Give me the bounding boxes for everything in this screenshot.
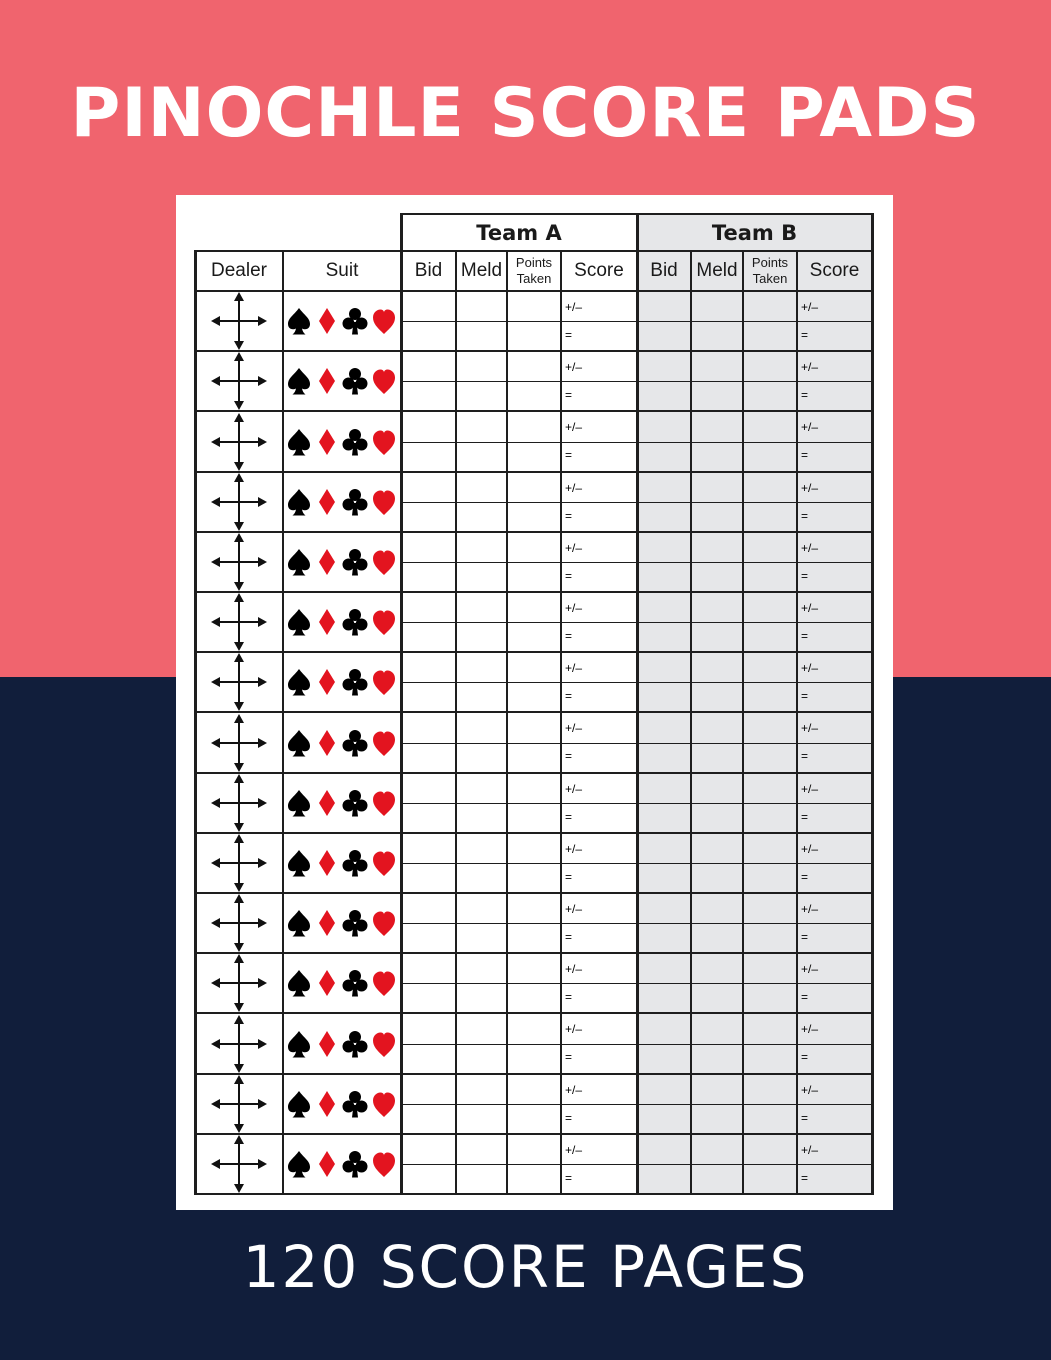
column-line [796,250,798,1195]
club-icon [343,730,368,757]
column-header [637,251,691,291]
suit-icons [287,1148,397,1180]
club-icon [343,1091,368,1118]
row-separator-line [195,1193,873,1195]
suit-icons [287,727,397,759]
four-direction-arrow-icon [211,833,267,893]
dealer-cell [211,652,267,712]
heart-icon [373,490,395,515]
column-line [871,213,874,1195]
four-direction-arrow-icon [211,713,267,773]
suit-icons [287,606,397,638]
score-change-label: +/– [801,300,819,314]
cover-title: PINOCHLE SCORE PADS [70,74,981,153]
score-total-label: = [565,869,573,884]
team-b-shade [637,214,872,1194]
club-icon [343,910,368,937]
column-header-label: Points Taken [751,255,789,286]
score-change-label: +/– [565,841,583,856]
dealer-cell [211,833,267,893]
row-separator-line [195,832,873,834]
diamond-icon [319,730,335,756]
score-total-label: = [565,1110,573,1125]
score-total-label: = [801,869,809,884]
spade-icon [288,429,310,456]
spade-icon [288,910,310,937]
score-sheet [176,195,893,1210]
heart-icon [373,430,395,455]
heart-icon [373,611,395,636]
score-total-label: = [565,930,573,944]
heart-icon [373,972,395,997]
score-change-label: +/– [565,601,583,615]
score-change-label: +/– [801,781,819,796]
heart-icon [373,731,395,756]
score-total-label: = [565,689,573,704]
club-icon [343,489,368,516]
column-header-label: Bid [414,260,443,281]
suit-cell [287,365,397,397]
spade-icon [288,850,310,877]
column-header [743,251,797,291]
diamond-icon [319,970,335,996]
row-separator-line [195,531,873,533]
team-title-label: Team B [711,220,798,245]
suit-cell [287,1028,397,1060]
score-total-label: = [801,1170,809,1185]
score-total-label: = [801,328,809,342]
suit-cell [287,1148,397,1180]
score-change-label: +/– [565,300,583,314]
column-line [282,250,284,1195]
column-header-label: Bid [650,260,678,281]
four-direction-arrow-icon [211,1134,267,1194]
column-header [561,251,637,291]
four-direction-arrow-icon [211,351,267,411]
four-direction-arrow-icon [211,773,267,833]
score-change-label: +/– [565,1142,583,1157]
score-total-label: = [565,448,573,463]
column-header [797,251,872,291]
diamond-icon [319,308,335,334]
heart-icon [373,1152,395,1177]
spade-icon [288,1151,310,1178]
score-total-label: = [565,809,573,824]
heart-icon [373,912,395,937]
four-direction-arrow-icon [211,472,267,532]
suit-icons [287,967,397,999]
score-total-label: = [801,1110,809,1125]
club-icon [343,368,368,395]
row-separator-line [195,471,873,473]
dealer-cell [211,953,267,1013]
suit-cell [287,847,397,879]
club-icon [343,970,368,997]
score-change-label: +/– [801,420,819,435]
column-header [456,251,507,291]
row-separator-line [195,651,873,653]
score-change-label: +/– [565,962,583,977]
header-line [195,250,873,252]
spade-icon [288,790,310,817]
score-total-label: = [801,809,809,824]
suit-cell [287,426,397,458]
suit-icons [287,546,397,578]
suit-icons [287,426,397,458]
score-change-label: +/– [801,1022,819,1037]
dealer-cell [211,291,267,351]
spade-icon [288,669,310,696]
dealer-cell [211,412,267,472]
row-separator-line [195,1073,873,1075]
suit-cell [287,907,397,939]
score-total-label: = [565,1170,573,1185]
heart-icon [373,550,395,575]
row-separator-line [195,892,873,894]
column-header [507,251,561,291]
score-total-label: = [801,930,809,944]
diamond-icon [319,910,335,936]
suit-cell [287,727,397,759]
diamond-icon [319,1151,335,1177]
dealer-cell [211,1074,267,1134]
suit-cell [287,546,397,578]
row-separator-line [195,1133,873,1135]
dealer-cell [211,1134,267,1194]
suit-cell [287,606,397,638]
suit-icons [287,1088,397,1120]
row-separator-line [195,410,873,412]
column-line [506,250,508,1195]
row-separator-line [195,350,873,352]
heart-icon [373,370,395,395]
club-icon [343,549,368,576]
four-direction-arrow-icon [211,592,267,652]
club-icon [343,669,368,696]
suit-cell [287,967,397,999]
column-header-label: Suit [325,260,359,281]
suit-icons [287,907,397,939]
score-change-label: +/– [565,902,583,916]
diamond-icon [319,790,335,816]
club-icon [343,1151,368,1178]
four-direction-arrow-icon [211,1014,267,1074]
column-header-label: Dealer [211,260,267,281]
score-total-label: = [801,1050,809,1065]
four-direction-arrow-icon [211,291,267,351]
suit-cell [287,666,397,698]
dealer-cell [211,1014,267,1074]
suit-icons [287,1028,397,1060]
score-change-label: +/– [801,360,819,375]
diamond-icon [319,669,335,695]
four-direction-arrow-icon [211,893,267,953]
score-total-label: = [801,629,809,643]
suit-cell [287,1088,397,1120]
club-icon [343,1031,368,1058]
score-total-label: = [801,568,809,583]
score-change-label: +/– [565,420,583,435]
four-direction-arrow-icon [211,532,267,592]
column-header-label: Meld [696,260,738,281]
column-header [691,251,743,291]
score-total-label: = [801,388,809,403]
dealer-cell [211,773,267,833]
score-total-label: = [801,749,809,764]
dealer-cell [211,532,267,592]
heart-icon [373,1032,395,1057]
heart-icon [373,791,395,816]
suit-cell [287,305,397,337]
column-line [742,250,744,1195]
suit-icons [287,787,397,819]
score-total-label: = [801,689,809,704]
score-change-label: +/– [565,1022,583,1037]
column-line [636,213,639,1195]
row-separator-line [195,952,873,954]
row-separator-line [195,711,873,713]
dealer-cell [211,893,267,953]
cover-subtitle: 120 SCORE PAGES [242,1233,809,1301]
four-direction-arrow-icon [211,412,267,472]
row-separator-line [195,591,873,593]
heart-icon [373,310,395,335]
team-title-label: Team A [476,220,562,245]
spade-icon [288,549,310,576]
dealer-cell [211,472,267,532]
score-change-label: +/– [801,902,819,916]
column-header-label: Points Taken [515,255,553,286]
column-line [194,250,197,1195]
score-change-label: +/– [565,360,583,375]
spade-icon [288,308,310,335]
column-header-label: Score [574,260,624,281]
score-total-label: = [565,629,573,643]
club-icon [343,609,368,636]
score-change-label: +/– [801,962,819,977]
suit-icons [287,486,397,518]
row-separator-line [195,1012,873,1014]
score-change-label: +/– [565,1082,583,1097]
team-b-title [637,214,872,251]
score-change-label: +/– [565,540,583,555]
dealer-cell [211,592,267,652]
suit-icons [287,365,397,397]
diamond-icon [319,850,335,876]
score-total-label: = [565,1050,573,1065]
club-icon [343,850,368,877]
score-change-label: +/– [801,661,819,676]
spade-icon [288,1031,310,1058]
score-total-label: = [565,990,573,1005]
column-line [560,250,562,1195]
score-change-label: +/– [565,480,583,495]
spade-icon [288,489,310,516]
four-direction-arrow-icon [211,1074,267,1134]
suit-icons [287,847,397,879]
club-icon [343,429,368,456]
spade-icon [288,609,310,636]
diamond-icon [319,429,335,455]
column-header [283,251,401,291]
diamond-icon [319,1031,335,1057]
score-total-label: = [565,749,573,764]
spade-icon [288,368,310,395]
score-change-label: +/– [801,721,819,736]
score-change-label: +/– [801,841,819,856]
diamond-icon [319,368,335,394]
row-separator-line [195,772,873,774]
diamond-icon [319,1091,335,1117]
diamond-icon [319,609,335,635]
team-a-title [401,214,637,251]
score-change-label: +/– [565,661,583,676]
spade-icon [288,730,310,757]
diamond-icon [319,489,335,515]
score-change-label: +/– [801,601,819,615]
four-direction-arrow-icon [211,953,267,1013]
column-header-label: Score [809,260,860,281]
column-header [401,251,456,291]
club-icon [343,308,368,335]
dealer-cell [211,713,267,773]
suit-cell [287,486,397,518]
dealer-cell [211,351,267,411]
score-total-label: = [565,508,573,523]
score-change-label: +/– [801,480,819,495]
diamond-icon [319,549,335,575]
suit-icons [287,305,397,337]
column-line [690,250,692,1195]
heart-icon [373,851,395,876]
spade-icon [288,970,310,997]
score-total-label: = [801,990,809,1005]
suit-cell [287,787,397,819]
suit-icons [287,666,397,698]
score-total-label: = [565,568,573,583]
score-change-label: +/– [565,721,583,736]
four-direction-arrow-icon [211,652,267,712]
score-total-label: = [801,448,809,463]
score-change-label: +/– [801,540,819,555]
score-total-label: = [565,328,573,342]
score-change-label: +/– [801,1082,819,1097]
score-change-label: +/– [565,781,583,796]
heart-icon [373,671,395,696]
column-header [195,251,283,291]
score-total-label: = [801,508,809,523]
column-line [455,250,457,1195]
heart-icon [373,1092,395,1117]
row-separator-line [195,290,873,292]
column-header-label: Meld [460,260,503,281]
club-icon [343,790,368,817]
score-change-label: +/– [801,1142,819,1157]
spade-icon [288,1091,310,1118]
score-total-label: = [565,388,573,403]
column-line [400,213,403,1195]
